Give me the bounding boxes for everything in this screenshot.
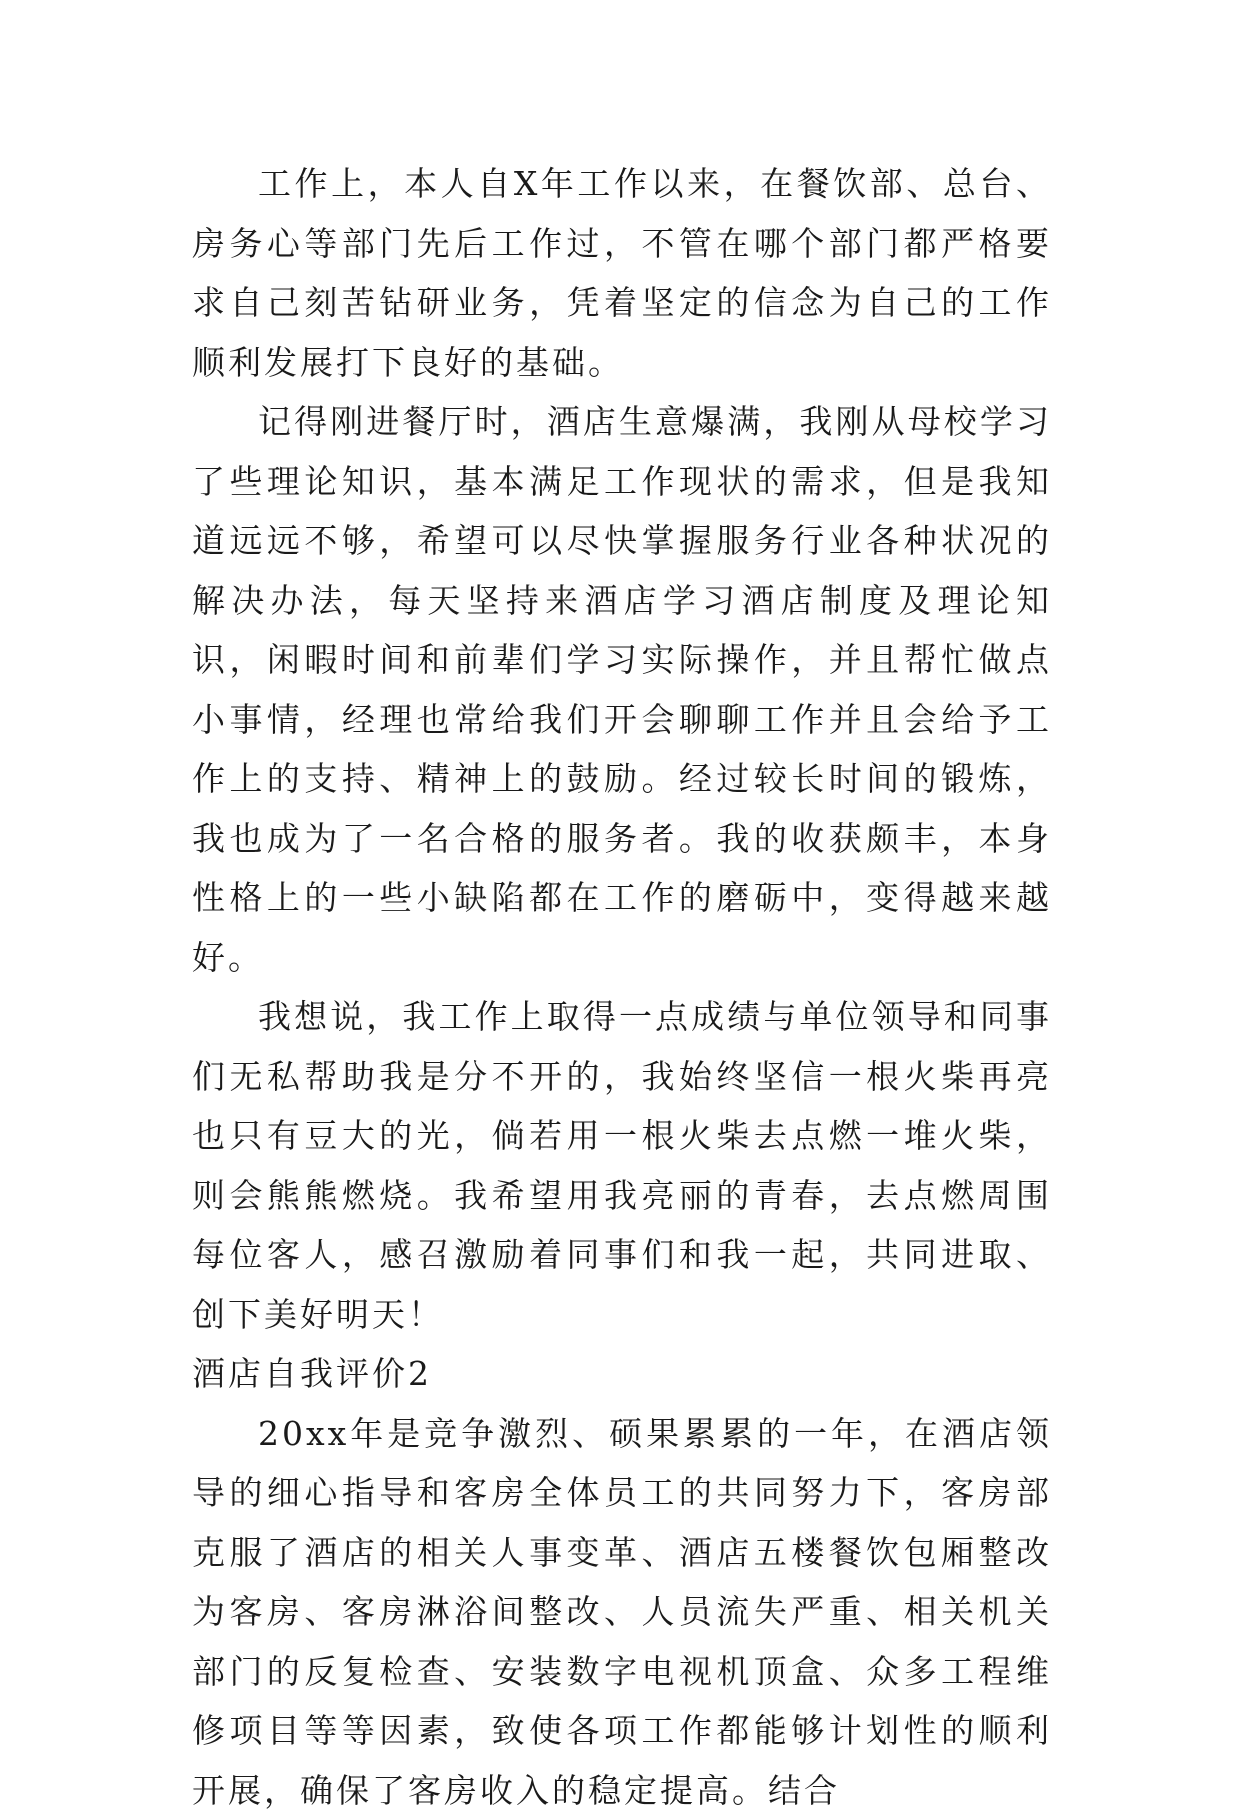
paragraph-work-history: 工作上，本人自X年工作以来，在餐饮部、总台、房务心等部门先后工作过，不管在哪个部门都严格要求自己刻苦钻研业务，凭着坚定的信念为自己的工作顺利发展打下良好的基础。 <box>192 154 1052 392</box>
paragraph-gratitude: 我想说，我工作上取得一点成绩与单位领导和同事们无私帮助我是分不开的，我始终坚信一根火柴再亮也只有豆大的光，倘若用一根火柴去点燃一堆火柴，则会熊熊燃烧。我希望用我亮丽的青春，去点燃周围每位客人，感召激励着同事们和我一起，共同进取、创下美好明天！ <box>192 987 1052 1344</box>
paragraph-restaurant-experience: 记得刚进餐厅时，酒店生意爆满，我刚从母校学习了些理论知识，基本满足工作现状的需求，但是我知道远远不够，希望可以尽快掌握服务行业各种状况的解决办法，每天坚持来酒店学习酒店制度及理论知识，闲暇时间和前辈们学习实际操作，并且帮忙做点小事情，经理也常给我们开会聊聊工作并且会给予工作上的支持、精神上的鼓励。经过较长时间的锻炼，我也成为了一名合格的服务者。我的收获颇丰，本身性格上的一些小缺陷都在工作的磨砺中，变得越来越好。 <box>192 392 1052 987</box>
section-heading: 酒店自我评价2 <box>192 1344 1052 1404</box>
paragraph-annual-summary: 20xx年是竞争激烈、硕果累累的一年，在酒店领导的细心指导和客房全体员工的共同努力下，客房部克服了酒店的相关人事变革、酒店五楼餐饮包厢整改为客房、客房淋浴间整改、人员流失严重、相关机关部门的反复检查、安装数字电视机顶盒、众多工程维修项目等等因素，致使各项工作都能够计划性的顺利开展，确保了客房收入的稳定提高。结合 <box>192 1404 1052 1820</box>
document-body <box>192 154 1052 1820</box>
